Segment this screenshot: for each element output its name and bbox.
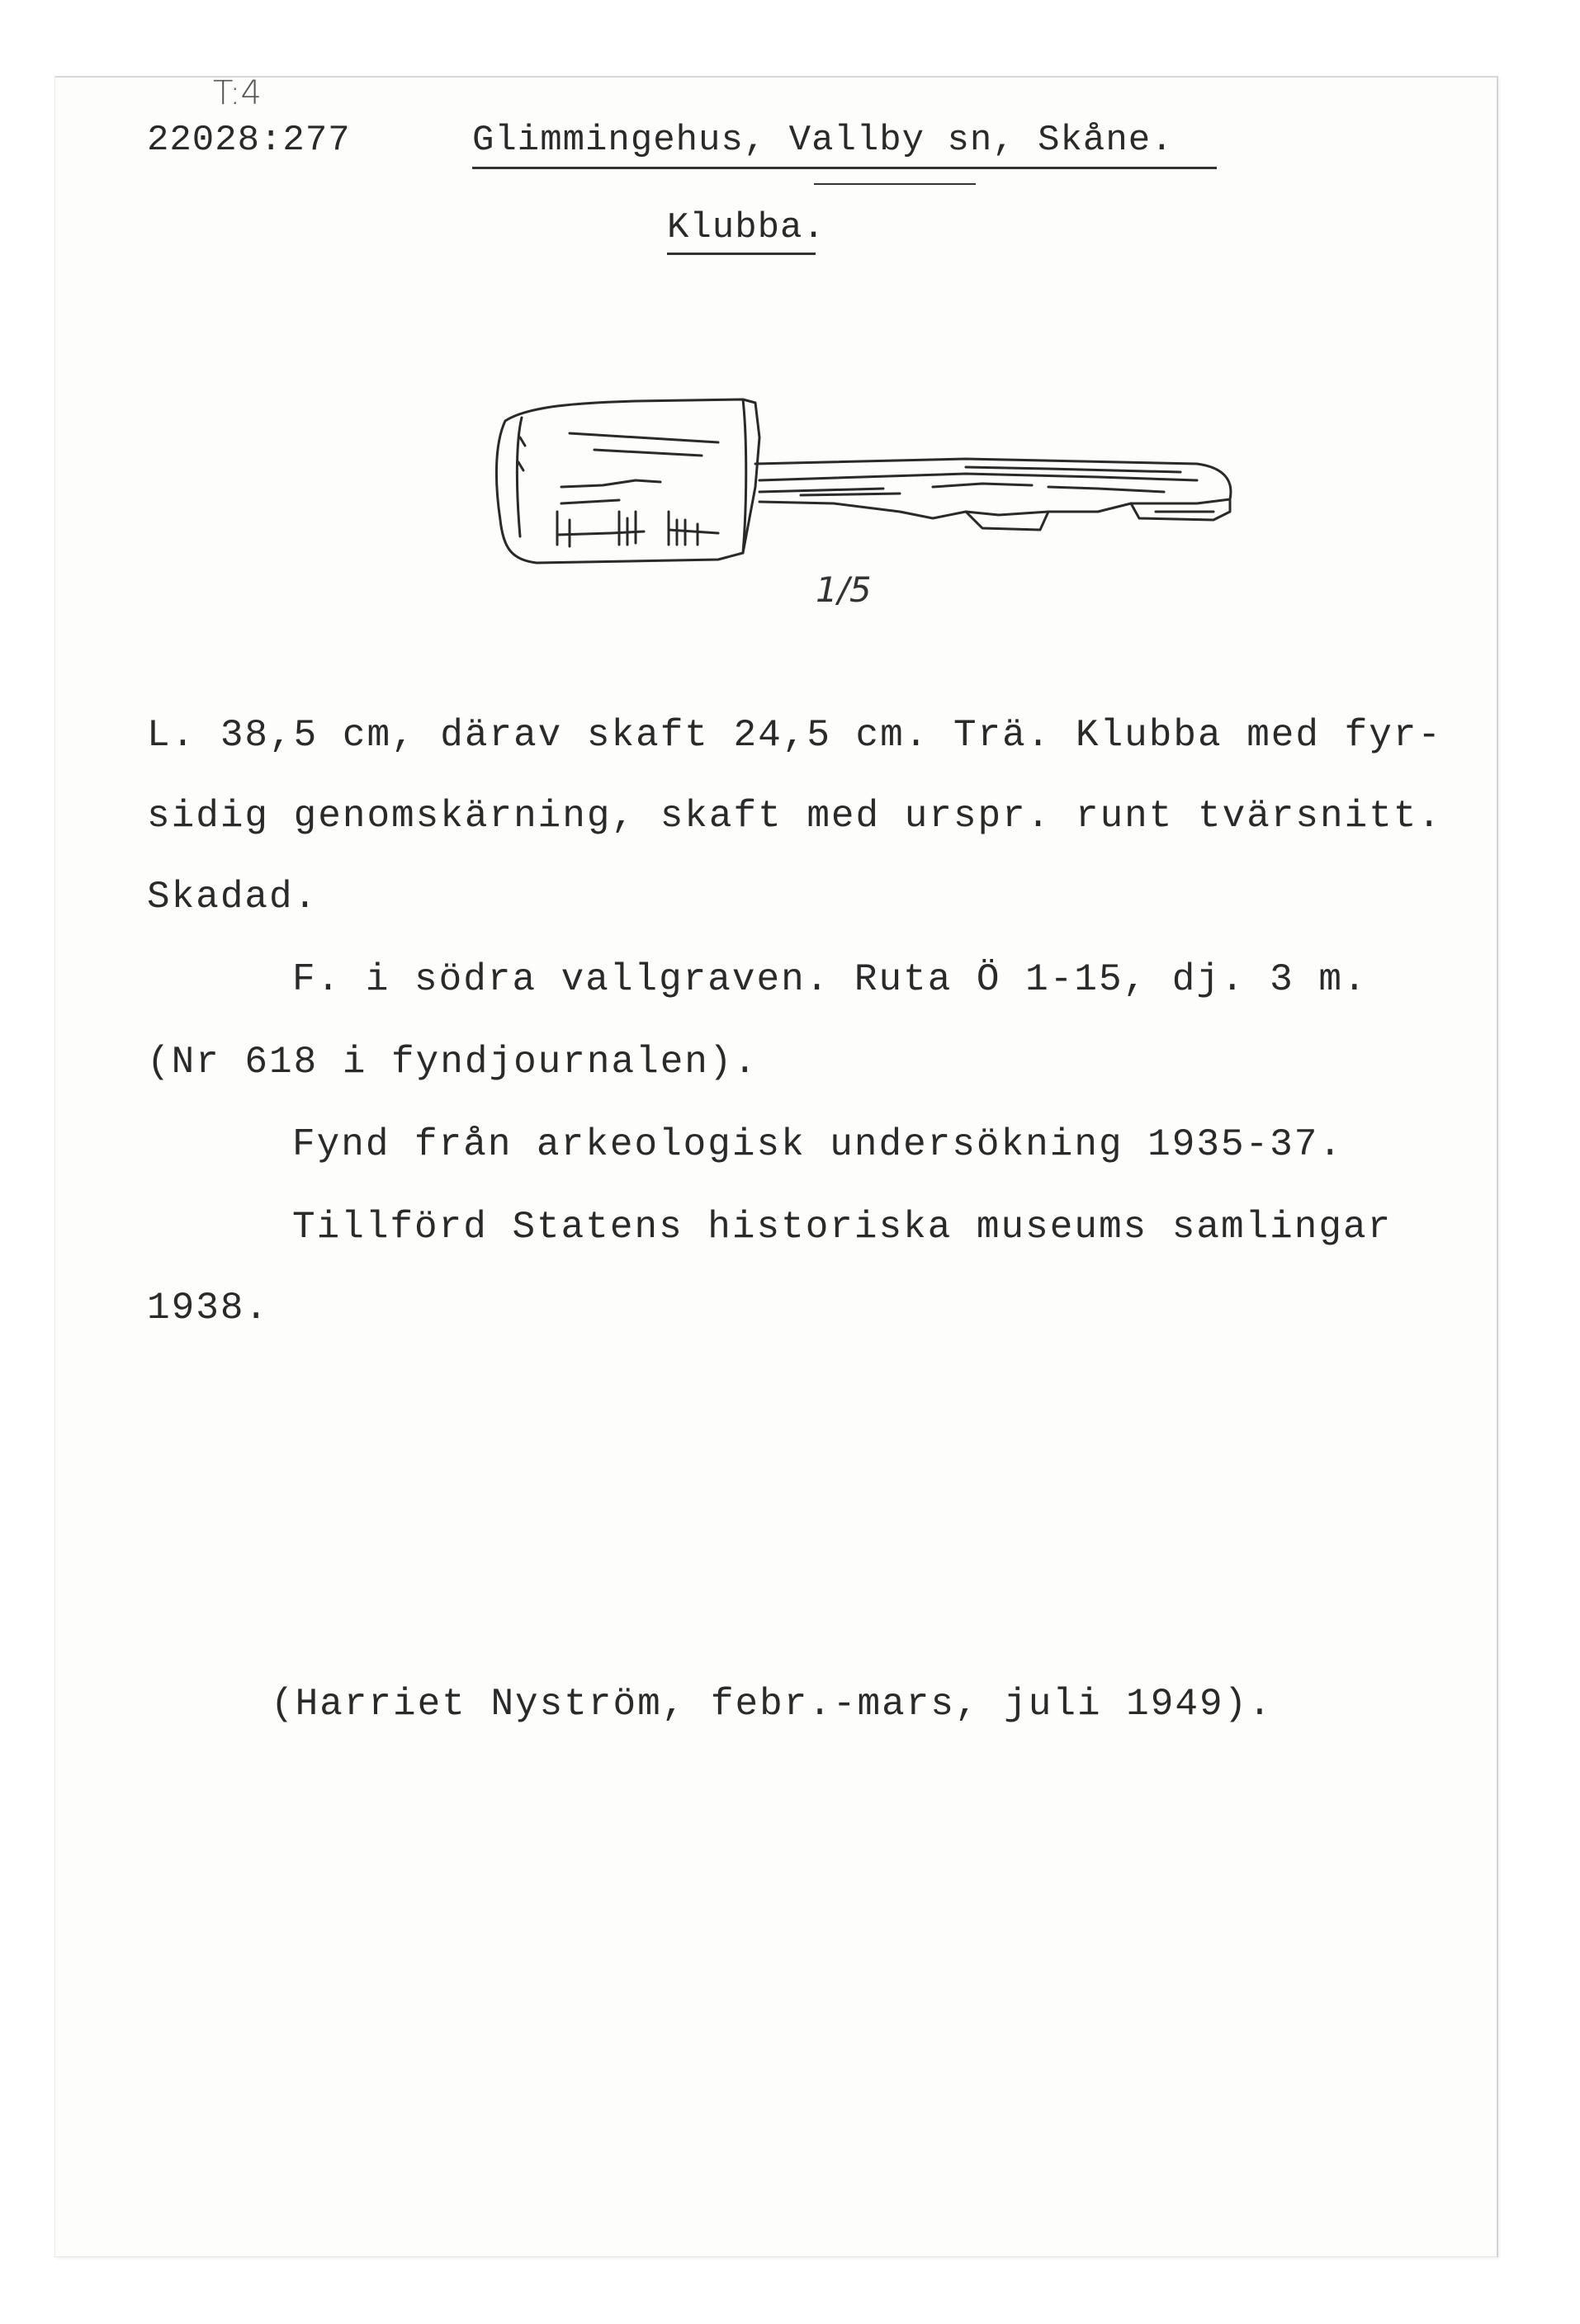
signature-line: (Harriet Nyström, febr.-mars, juli 1949). <box>271 1683 1273 1726</box>
description-line-2: sidig genomskärning, skaft med urspr. runt tvärsnitt. <box>147 795 1443 838</box>
object-name: Klubba. <box>667 207 825 248</box>
description-line-1: L. 38,5 cm, därav skaft 24,5 cm. Trä. Klubba med fyr- <box>147 714 1443 757</box>
center-rule <box>814 183 976 185</box>
scale-label: 1/5 <box>816 569 872 610</box>
find-info-line-2: (Nr 618 i fyndjournalen). <box>147 1041 759 1084</box>
location-underline <box>472 167 1217 169</box>
mallet-drawing <box>471 388 1255 578</box>
object-name-underline <box>667 253 816 255</box>
accession-line-1: Tillförd Statens historiska museums samlingar <box>292 1206 1393 1249</box>
location-heading: Glimmingehus, Vallby sn, Skåne. <box>472 120 1174 161</box>
accession-line-2: 1938. <box>147 1287 270 1330</box>
inventory-number: 22028:277 <box>147 120 351 161</box>
pencil-mark: T:4 <box>213 74 262 112</box>
find-info-line-1: F. i södra vallgraven. Ruta Ö 1-15, dj. 3 m. <box>292 958 1368 1001</box>
description-line-3: Skadad. <box>147 876 319 919</box>
excavation-line: Fynd från arkeologisk undersökning 1935-37. <box>292 1123 1343 1166</box>
